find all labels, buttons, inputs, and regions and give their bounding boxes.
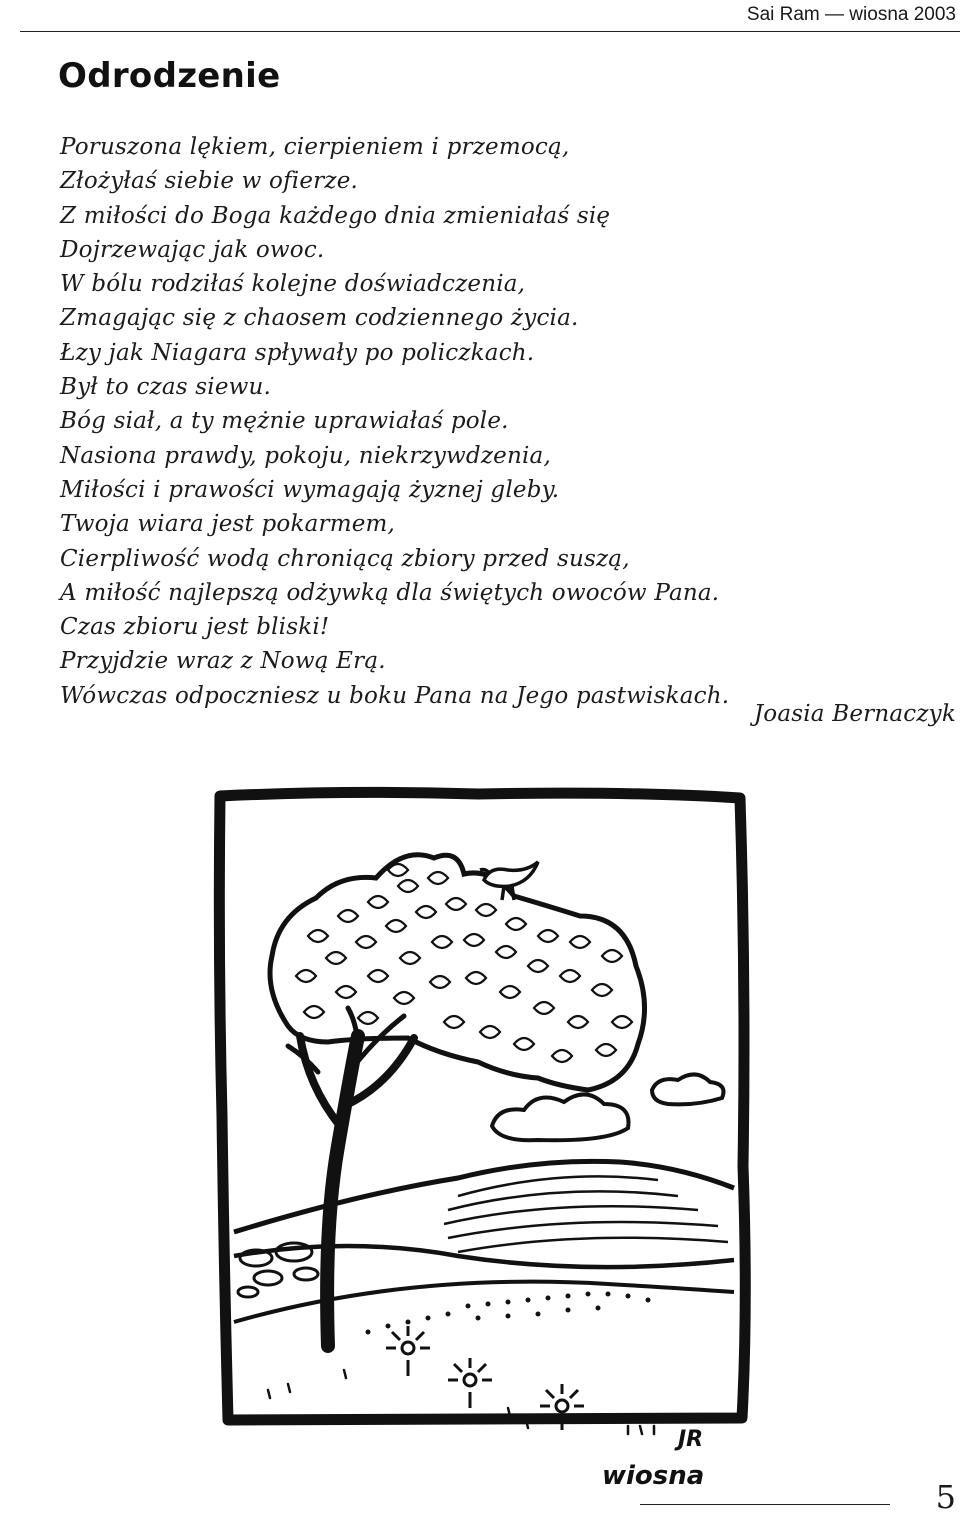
running-head: Sai Ram — wiosna 2003 [746, 4, 956, 25]
poem-line: Bóg siał, a ty mężnie uprawiałaś pole. [60, 408, 509, 435]
header-rule [20, 31, 960, 32]
footer-rule [640, 1504, 890, 1505]
poem-line: Miłości i prawości wymagają żyznej gleby. [60, 476, 560, 503]
poem-author: Joasia Bernaczyk [753, 701, 956, 727]
poem-line: Łzy jak Niagara spływały po policzkach. [60, 339, 535, 366]
cloud [492, 1094, 629, 1140]
poem-line: A miłość najlepszą odżywką dla świętych owoców Pana. [60, 579, 720, 606]
poem-line: Nasiona prawdy, pokoju, niekrzywdzenia, [60, 442, 551, 469]
poem-line: W bólu rodziłaś kolejne doświadczenia, [60, 271, 526, 298]
poem-body [60, 130, 960, 713]
hill-stripes [444, 1176, 728, 1252]
tree-illustration [208, 786, 756, 1496]
poem-line: Był to czas siewu. [60, 374, 272, 401]
illustration-caption: wiosna [602, 1461, 705, 1491]
poem-title: Odrodzenie [58, 56, 281, 96]
poem-line: Wówczas odpoczniesz u boku Pana na Jego pastwiskach. [60, 682, 730, 709]
artist-initials: JR [678, 1427, 704, 1452]
page-header [0, 0, 960, 32]
poem-line: Cierpliwość wodą chroniącą zbiory przed suszą, [60, 545, 630, 572]
poem-line: Dojrzewając jak owoc. [60, 236, 325, 263]
poem-line: Poruszona lękiem, cierpieniem i przemocą, [60, 134, 570, 160]
poem-line: Złożyłaś siebie w ofierze. [60, 168, 359, 195]
poem-line: Przyjdzie wraz z Nową Erą. [60, 648, 386, 675]
cloud [652, 1074, 724, 1104]
tree-crown [270, 855, 645, 1090]
poem-line: Zmagając się z chaosem codziennego życia. [60, 305, 579, 332]
path-edge [234, 1282, 734, 1322]
page-number: 5 [935, 1478, 956, 1516]
poem-line: Czas zbioru jest bliski! [60, 614, 330, 641]
poem-line: Twoja wiara jest pokarmem, [60, 511, 396, 538]
poem-line: Z miłości do Boga każdego dnia zmieniałaś się [60, 202, 611, 229]
